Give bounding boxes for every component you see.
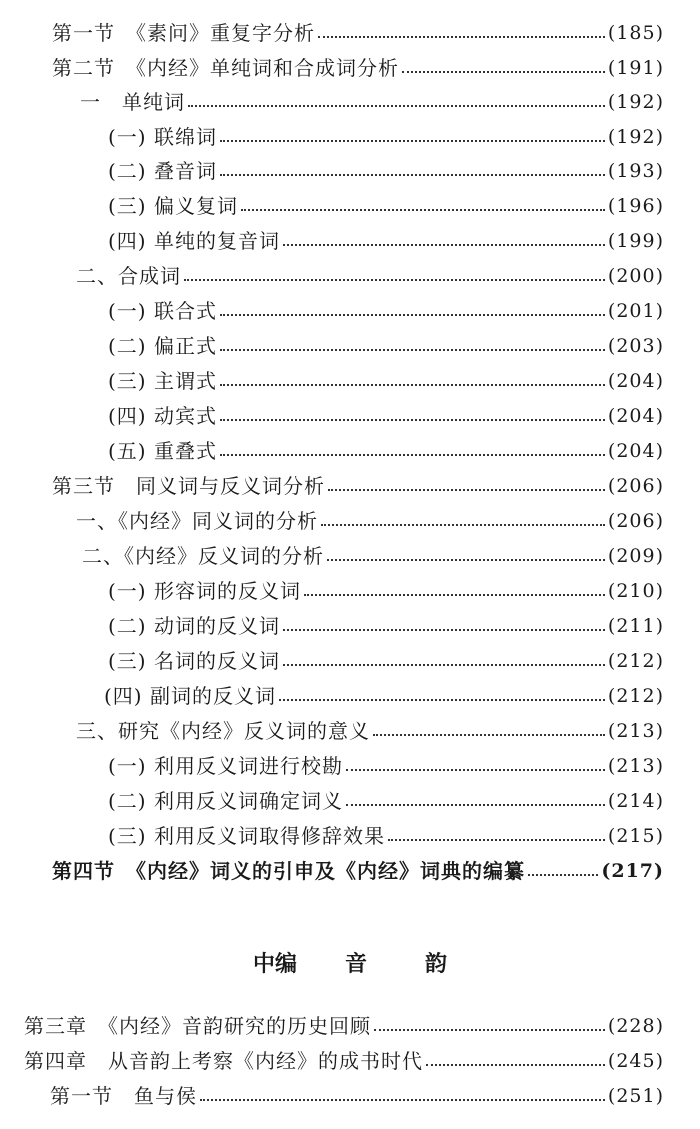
entry-label: 三、研究《内经》反义词的意义 xyxy=(76,719,370,743)
entry-label: (二) 叠音词 xyxy=(108,159,217,183)
entry-page-number: (204) xyxy=(607,440,664,462)
toc-entry xyxy=(108,399,664,433)
dot-leader xyxy=(318,36,605,38)
dot-leader xyxy=(373,734,605,736)
dot-leader xyxy=(241,209,605,211)
entry-label: 第三章 《内经》音韵研究的历史回顾 xyxy=(24,1014,371,1038)
toc-entry xyxy=(76,714,664,748)
dot-leader xyxy=(402,71,605,73)
toc-entry xyxy=(52,16,664,50)
section-heading xyxy=(0,942,700,982)
dot-leader xyxy=(374,1029,605,1031)
dot-leader xyxy=(220,419,605,421)
dot-leader xyxy=(220,349,605,351)
entry-page-number: (192) xyxy=(607,126,664,148)
entry-page-number: (204) xyxy=(607,405,664,427)
entry-page-number: (211) xyxy=(607,615,664,637)
entry-page-number: (196) xyxy=(607,195,664,217)
entry-label: (四) 动宾式 xyxy=(108,404,217,428)
entry-page-number: (206) xyxy=(607,475,664,497)
toc-entry xyxy=(108,749,664,783)
toc-entry xyxy=(24,1044,664,1078)
dot-leader xyxy=(220,174,605,176)
toc-entry xyxy=(108,819,664,853)
entry-label: (五) 重叠式 xyxy=(108,439,217,463)
entry-label: 一 单纯词 xyxy=(80,90,185,114)
entry-page-number: (215) xyxy=(607,825,664,847)
entry-label: (二) 动词的反义词 xyxy=(108,614,280,638)
entry-page-number: (200) xyxy=(607,265,664,287)
entry-page-number: (212) xyxy=(607,685,664,707)
entry-label: (四) 单纯的复音词 xyxy=(108,229,280,253)
entry-page-number: (193) xyxy=(607,160,664,182)
dot-leader xyxy=(220,314,605,316)
toc-entry xyxy=(108,329,664,363)
toc-entry xyxy=(76,504,664,538)
entry-label: (一) 利用反义词进行校勘 xyxy=(108,754,343,778)
entry-label: (三) 偏义复词 xyxy=(108,194,238,218)
dot-leader xyxy=(328,489,605,491)
toc-entry xyxy=(108,294,664,328)
entry-page-number: (213) xyxy=(607,720,664,742)
entry-label: 第四节 《内经》词义的引申及《内经》词典的编纂 xyxy=(52,859,525,883)
entry-label: (一) 联合式 xyxy=(108,299,217,323)
entry-label: 第一节 《素问》重复字分析 xyxy=(52,21,315,45)
dot-leader xyxy=(528,874,598,876)
entry-label: 一、《内经》同义词的分析 xyxy=(76,509,318,533)
entry-label: (三) 名词的反义词 xyxy=(108,649,280,673)
dot-leader xyxy=(304,594,605,596)
dot-leader xyxy=(346,769,605,771)
entry-label: 二、《内经》反义词的分析 xyxy=(82,544,324,568)
dot-leader xyxy=(220,140,605,142)
toc-entry xyxy=(108,364,664,398)
entry-page-number: (209) xyxy=(607,545,664,567)
entry-label: 第二节 《内经》单纯词和合成词分析 xyxy=(52,56,399,80)
entry-page-number: (217) xyxy=(601,860,664,882)
entry-page-number: (204) xyxy=(607,370,664,392)
toc-entry xyxy=(108,434,664,468)
toc-entry xyxy=(108,574,664,608)
entry-label: 第四章 从音韵上考察《内经》的成书时代 xyxy=(24,1049,423,1073)
dot-leader xyxy=(283,664,605,666)
dot-leader xyxy=(426,1064,605,1066)
dot-leader xyxy=(184,279,605,281)
toc-entry xyxy=(82,539,664,573)
entry-page-number: (210) xyxy=(607,580,664,602)
toc-entry xyxy=(52,469,664,503)
toc-entry xyxy=(104,679,664,713)
entry-label: (三) 主谓式 xyxy=(108,369,217,393)
entry-label: 二、合成词 xyxy=(76,264,181,288)
entry-page-number: (213) xyxy=(607,755,664,777)
entry-page-number: (214) xyxy=(607,790,664,812)
dot-leader xyxy=(327,559,605,561)
heading-text-part: 中编 xyxy=(252,950,297,977)
entry-label: (一) 联绵词 xyxy=(108,125,217,149)
dot-leader xyxy=(220,454,605,456)
entry-page-number: (203) xyxy=(607,335,664,357)
entry-page-number: (192) xyxy=(607,91,664,113)
entry-page-number: (185) xyxy=(607,22,664,44)
entry-label: 第三节 同义词与反义词分析 xyxy=(52,474,325,498)
entry-label: (四) 副词的反义词 xyxy=(104,684,276,708)
dot-leader xyxy=(188,105,605,107)
entry-page-number: (191) xyxy=(607,57,664,79)
toc-entry xyxy=(80,85,664,119)
dot-leader xyxy=(321,524,605,526)
dot-leader xyxy=(283,244,605,246)
entry-label: (二) 偏正式 xyxy=(108,334,217,358)
dot-leader xyxy=(283,629,605,631)
toc-entry xyxy=(108,644,664,678)
toc-entry xyxy=(50,1079,664,1113)
dot-leader xyxy=(388,839,605,841)
toc-entry xyxy=(108,609,664,643)
entry-page-number: (201) xyxy=(607,300,664,322)
toc-entry xyxy=(108,189,664,223)
toc-entry xyxy=(52,854,664,888)
dot-leader xyxy=(279,699,605,701)
entry-label: (三) 利用反义词取得修辞效果 xyxy=(108,824,385,848)
dot-leader xyxy=(346,804,605,806)
entry-page-number: (199) xyxy=(607,230,664,252)
entry-page-number: (228) xyxy=(607,1015,664,1037)
toc-entry xyxy=(108,154,664,188)
toc-entry xyxy=(24,1009,664,1043)
dot-leader xyxy=(220,384,605,386)
heading-text-part: 音 xyxy=(344,950,367,977)
entry-label: 第一节 鱼与侯 xyxy=(50,1084,197,1108)
toc-entry xyxy=(108,784,664,818)
dot-leader xyxy=(200,1099,605,1101)
toc-entry xyxy=(108,224,664,258)
heading-text-part: 韵 xyxy=(425,950,448,977)
toc-entry xyxy=(52,51,664,85)
entry-label: (一) 形容词的反义词 xyxy=(108,579,301,603)
entry-page-number: (251) xyxy=(607,1085,664,1107)
toc-entry xyxy=(108,120,664,154)
entry-page-number: (245) xyxy=(607,1050,664,1072)
entry-label: (二) 利用反义词确定词义 xyxy=(108,789,343,813)
toc-entry xyxy=(76,259,664,293)
entry-page-number: (206) xyxy=(607,510,664,532)
entry-page-number: (212) xyxy=(607,650,664,672)
